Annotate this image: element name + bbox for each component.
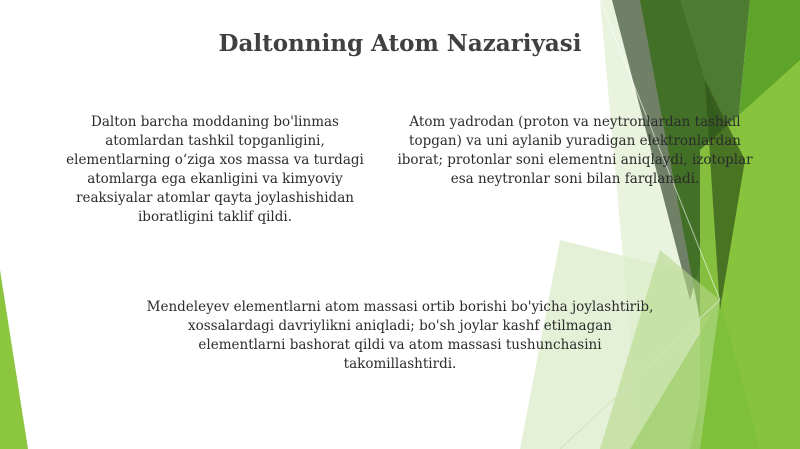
mendeleyev-paragraph: Mendeleyev elementlarni atom massasi ortib borishi bo'yicha joylashtirib, xossalardagi davriylikni aniqladi; bo'sh joylar kashf etilmagan elementlarni bashorat qildi va atom massasi tushunchasini takomillashtirdi. — [146, 299, 654, 372]
atom-structure-paragraph: Atom yadrodan (proton va neytronlardan tashkil topgan) va uni aylanib yuradigan elektronlardan iborat; protonlar soni elementni aniqlaydi, izotoplar esa neytronlar soni bilan farqlanadi. — [397, 114, 753, 187]
left-edge-facet — [0, 270, 28, 449]
slide-title: Daltonning Atom Nazariyasi — [218, 30, 582, 57]
dalton-paragraph: Dalton barcha moddaning bo'linmas atomlardan tashkil topganligini, elementlarning o‘ziga xos massa va turdagi atomlarga ega ekanligini va kimyoviy reaksiyalar atomlar qayta joylashishidan iboratligini taklif qildi. — [66, 114, 364, 225]
